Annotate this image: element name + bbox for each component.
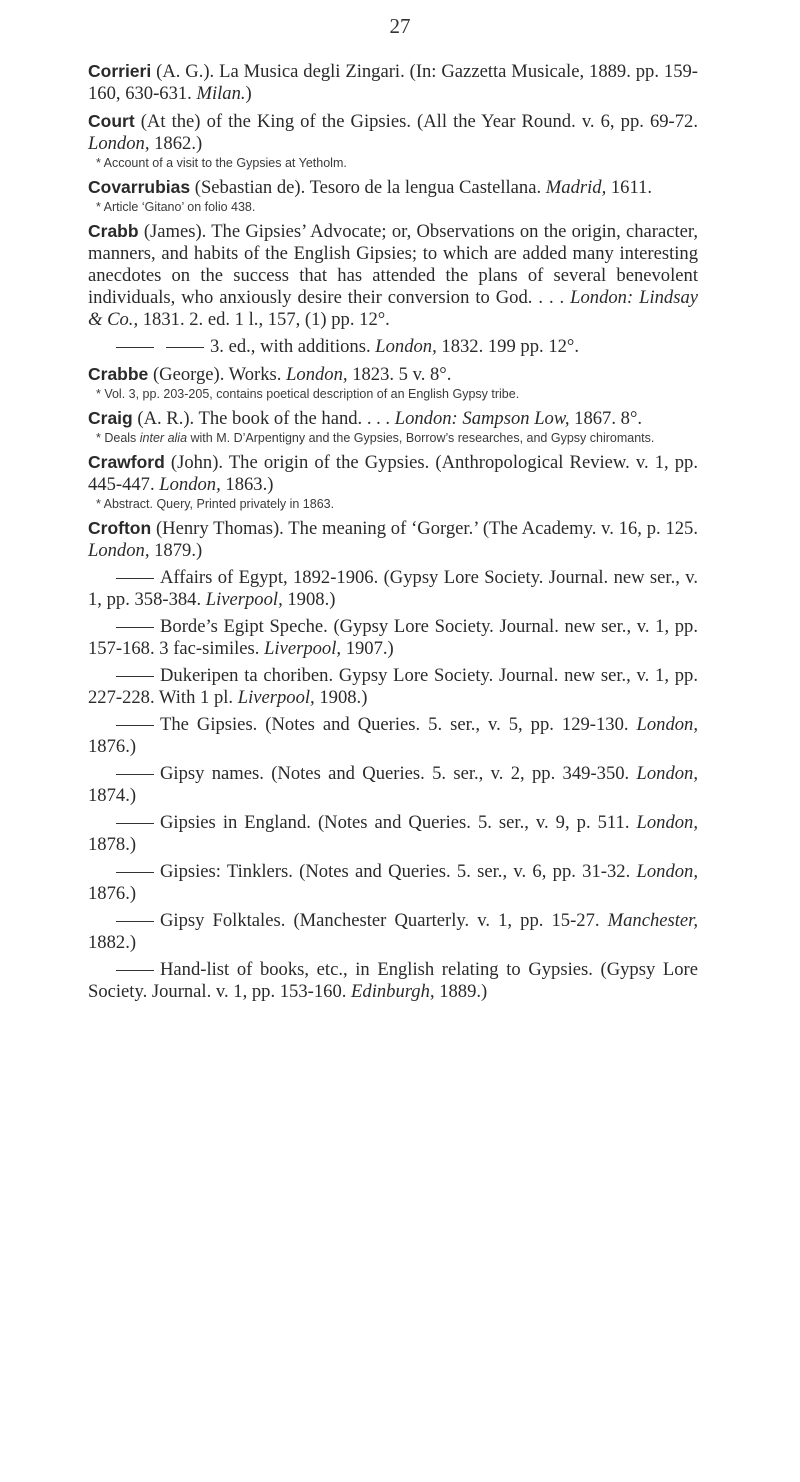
entry-crofton-tinklers — [88, 861, 698, 905]
entry-text: (James). The Gipsies’ Advocate; or, Observations on the origin, character, manners, and habits of the English Gipsies; to which are added many interesting anecdotes on the success that has attended the plans of several benevolent individuals, who anxiously desire their conversion to God. . . . — [88, 221, 698, 308]
entry-note: * Account of a visit to the Gypsies at Yetholm. — [96, 156, 347, 170]
entry-imprint: 1862.) — [149, 133, 203, 154]
page-number: 27 — [389, 14, 411, 38]
repeat-author-rule — [116, 774, 154, 775]
entry-author: Crabbe — [88, 364, 149, 384]
repeat-author-rule — [116, 872, 154, 873]
repeat-author-rule — [116, 676, 154, 677]
entry-crofton-gipsy-names — [88, 763, 698, 807]
entry-text: Borde’s Egipt Speche. (Gypsy Lore Society. Journal. new ser., v. 1, pp. 157-168. 3 fac-similes. — [88, 616, 698, 659]
entry-imprint: 1878.) — [88, 834, 137, 855]
entry-place: London, — [88, 133, 150, 154]
entry-place: London, — [88, 540, 150, 561]
entry-author: Crawford — [88, 452, 165, 472]
entry-text: Gipsy Folktales. (Manchester Quarterly. v. 1, pp. 15-27. — [160, 910, 608, 931]
entry-court — [88, 110, 698, 171]
entry-author: Crabb — [88, 221, 139, 241]
entry-note — [88, 431, 698, 446]
entry-imprint: 1823. 5 v. 8°. — [347, 364, 452, 385]
entry-place: Liverpool, — [237, 687, 315, 708]
entry-imprint: 1876.) — [88, 736, 137, 757]
entry-crabb — [88, 220, 698, 331]
entry-place: Liverpool, — [205, 589, 283, 610]
entry-text: 3. ed., with additions. — [210, 336, 376, 357]
entry-note: * Article ‘Gitano’ on folio 438. — [96, 200, 256, 214]
entry-crofton-folktales — [88, 910, 698, 954]
entry-text: Dukeripen ta choriben. Gypsy Lore Society. Journal. new ser., v. 1, pp. 227-228. With 1 pl. — [88, 665, 698, 708]
entry-imprint: 1832. 199 pp. 12°. — [436, 336, 579, 357]
entry-text: (A. R.). The book of the hand. . . . — [132, 408, 395, 429]
entry-crofton-gipsies-england — [88, 812, 698, 856]
entry-text: The Gipsies. (Notes and Queries. 5. ser., v. 5, pp. 129-130. — [160, 714, 637, 735]
repeat-author-rule — [116, 725, 154, 726]
entry-text: (Henry Thomas). The meaning of ‘Gorger.’ (The Academy. v. 16, p. 125. — [151, 518, 698, 539]
entry-text: (At the) of the King of the Gipsies. (All the Year Round. v. 6, pp. 69-72. — [134, 111, 698, 132]
entry-imprint: 1867. 8°. — [569, 408, 643, 429]
entry-craig — [88, 407, 698, 446]
entry-imprint: 1908.) — [282, 589, 336, 610]
entry-crofton-gipsies — [88, 714, 698, 758]
entry-text: (A. G.). La Musica degli Zingari. (In: Gazzetta Musicale, 1889. pp. 159-160, 630-631. — [88, 61, 698, 104]
entry-corrieri — [88, 60, 698, 105]
entry-text: (John). The origin of the Gypsies. (Anthropological Review. v. 1, pp. 445-447. — [88, 452, 698, 495]
bibliography-column — [88, 60, 698, 1008]
repeat-author-rule — [116, 578, 154, 579]
repeat-author-rule — [116, 347, 154, 348]
entry-crabb-3rd-ed — [88, 336, 698, 358]
entry-place: London: Lindsay & Co., — [88, 287, 698, 330]
entry-covarrubias — [88, 176, 698, 215]
entry-imprint: ) — [245, 83, 252, 104]
entry-crofton-affairs — [88, 567, 698, 611]
repeat-title-rule — [166, 347, 204, 348]
entry-place: London, — [636, 714, 698, 735]
entry-place: London, — [375, 336, 437, 357]
entry-place: Manchester, — [607, 910, 698, 931]
note-italic: inter alia — [139, 431, 188, 445]
entry-place: Madrid, — [545, 177, 607, 198]
entry-imprint: 1882.) — [88, 932, 137, 953]
entry-imprint: 1874.) — [88, 785, 137, 806]
entry-place: London, — [159, 474, 221, 495]
entry-note: * Abstract. Query, Printed privately in 1863. — [96, 497, 335, 511]
entry-imprint: 1889.) — [434, 981, 488, 1002]
note-text: with M. D’Arpentigny and the Gypsies, Borrow’s researches, and Gypsy chiromants. — [187, 431, 655, 445]
entry-place: London, — [286, 364, 348, 385]
entry-note: * Vol. 3, pp. 203-205, contains poetical description of an English Gypsy tribe. — [96, 387, 520, 401]
entry-imprint: 1831. 2. ed. 1 l., 157, (1) pp. 12°. — [138, 309, 390, 330]
entry-crawford — [88, 451, 698, 512]
entry-text: Hand-list of books, etc., in English relating to Gypsies. (Gypsy Lore Society. Journal. v. 1, pp. 153-160. — [88, 959, 698, 1002]
entry-imprint: 1907.) — [341, 638, 394, 659]
entry-author: Craig — [88, 408, 133, 428]
entry-text: (Sebastian de). Tesoro de la lengua Castellana. — [190, 177, 546, 198]
entry-place: London: Sampson Low, — [394, 408, 570, 429]
repeat-author-rule — [116, 823, 154, 824]
entry-imprint: 1611. — [606, 177, 653, 198]
entry-crofton-borde — [88, 616, 698, 660]
entry-author: Crofton — [88, 518, 152, 538]
entry-text: (George). Works. — [148, 364, 287, 385]
entry-crofton — [88, 517, 698, 562]
entry-text: Gipsies in England. (Notes and Queries. 5. ser., v. 9, p. 511. — [160, 812, 637, 833]
entry-imprint: 1876.) — [88, 883, 137, 904]
entry-place: Milan. — [196, 83, 246, 104]
note-text: * Deals — [96, 431, 140, 445]
repeat-author-rule — [116, 921, 154, 922]
entry-place: Edinburgh, — [351, 981, 435, 1002]
entry-place: Liverpool, — [264, 638, 342, 659]
entry-crabbe — [88, 363, 698, 402]
entry-place: London, — [636, 861, 698, 882]
entry-text: Gipsies: Tinklers. (Notes and Queries. 5. ser., v. 6, pp. 31-32. — [160, 861, 637, 882]
entry-crofton-hand-list — [88, 959, 698, 1003]
entry-text: Gipsy names. (Notes and Queries. 5. ser., v. 2, pp. 349-350. — [160, 763, 637, 784]
entry-imprint: 1908.) — [314, 687, 368, 708]
entry-crofton-dukeripen — [88, 665, 698, 709]
entry-author: Corrieri — [88, 61, 152, 81]
entry-author: Covarrubias — [88, 177, 191, 197]
repeat-author-rule — [116, 970, 154, 971]
entry-imprint: 1879.) — [149, 540, 203, 561]
entry-imprint: 1863.) — [220, 474, 274, 495]
entry-place: London, — [636, 812, 698, 833]
entry-author: Court — [88, 111, 135, 131]
repeat-author-rule — [116, 627, 154, 628]
entry-text: Affairs of Egypt, 1892-1906. (Gypsy Lore Society. Journal. new ser., v. 1, pp. 358-384. — [88, 567, 698, 610]
entry-place: London, — [636, 763, 698, 784]
